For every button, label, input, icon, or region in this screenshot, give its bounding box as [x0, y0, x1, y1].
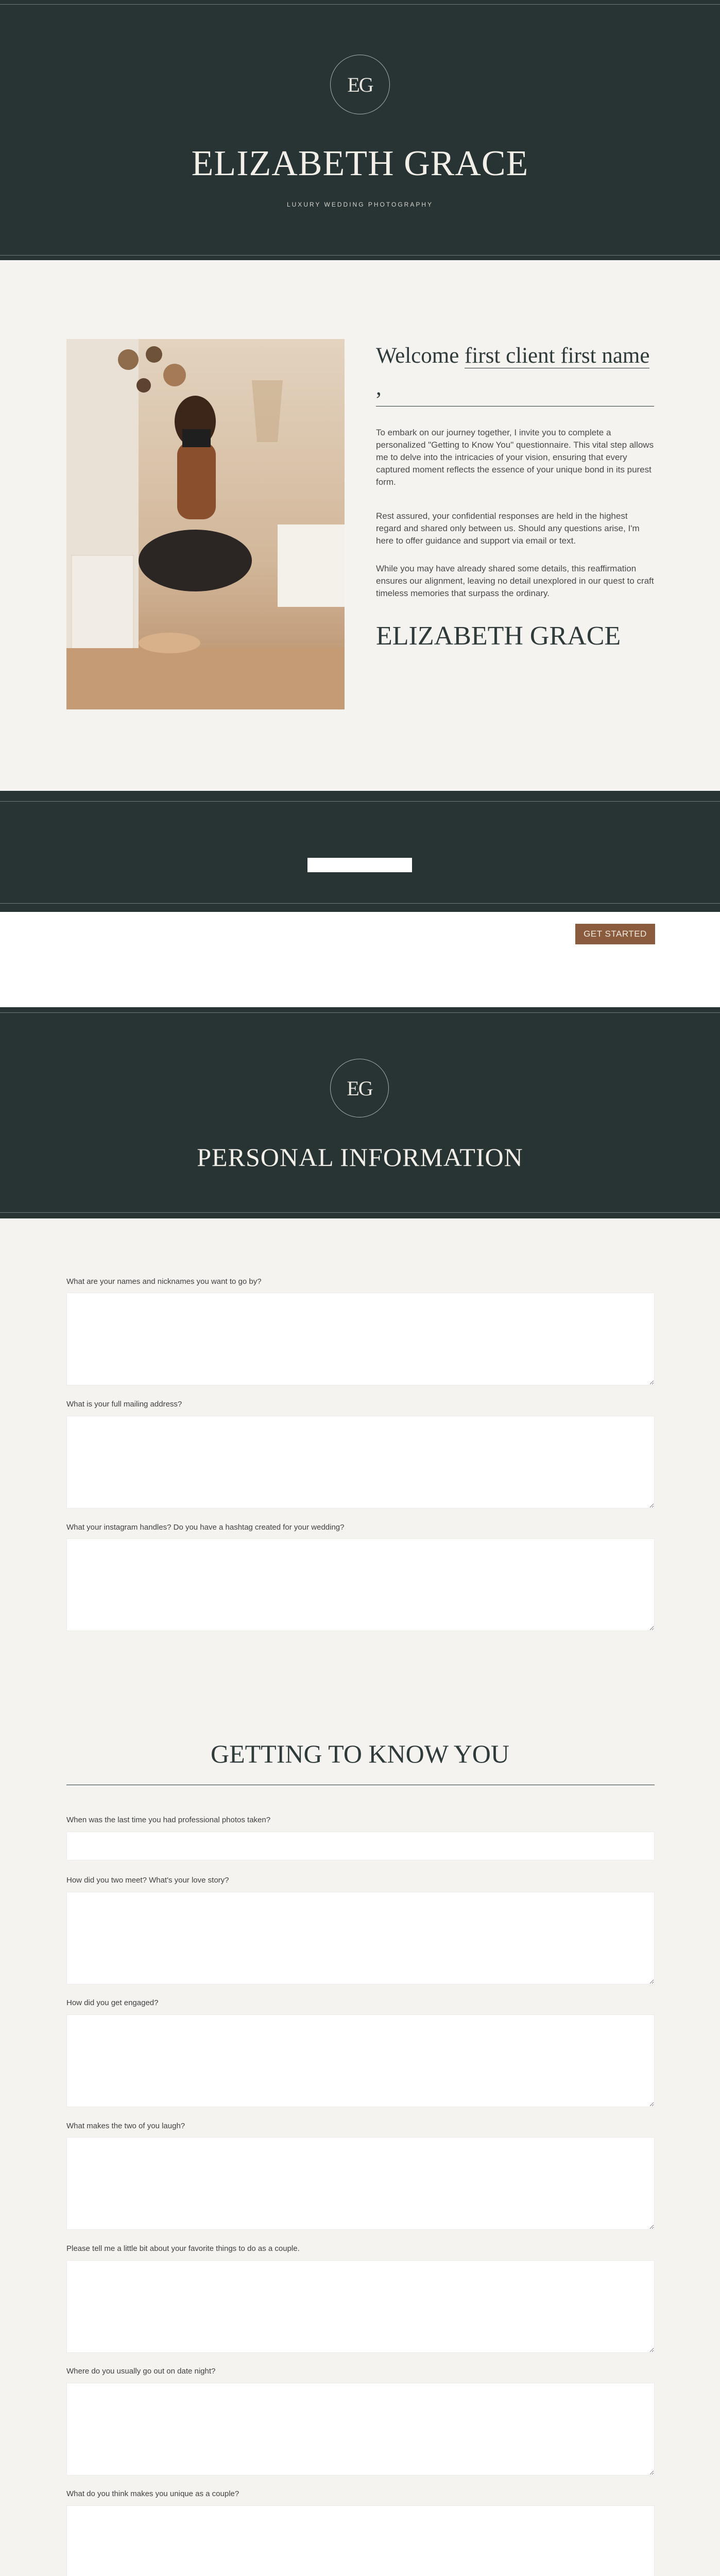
monogram-logo: EG — [330, 1059, 389, 1117]
question-label: What makes the two of you laugh? — [66, 2122, 185, 2130]
band-bottom-rule — [0, 903, 720, 904]
favorite-things-field[interactable] — [66, 2260, 655, 2353]
question-label: What are your names and nicknames you want to go by? — [66, 1277, 262, 1286]
welcome-paragraph: Rest assured, your confidential responses are held in the highest regard and shared only between us. Should any questions arise, I'm here to offer guidance and support via email or text. — [376, 511, 640, 546]
names-answer-field[interactable] — [66, 1293, 655, 1385]
section-title: PERSONAL INFORMATION — [197, 1143, 523, 1172]
site-header — [0, 0, 720, 260]
mailing-address-field[interactable] — [66, 1416, 655, 1509]
intro-band — [0, 791, 720, 912]
welcome-section — [0, 260, 720, 791]
love-story-field[interactable] — [66, 1892, 655, 1985]
question-label: What your instagram handles? Do you have a hashtag created for your wedding? — [66, 1523, 345, 1532]
pi-top-rule — [0, 1012, 720, 1013]
date-night-field[interactable] — [66, 2383, 655, 2476]
pi-bottom-rule — [0, 1212, 720, 1213]
header-bottom-rule — [0, 255, 720, 256]
welcome-heading — [376, 340, 654, 404]
band-top-rule — [0, 801, 720, 802]
brand-subtitle: LUXURY WEDDING PHOTOGRAPHY — [286, 201, 434, 208]
engagement-story-field[interactable] — [66, 2014, 655, 2107]
question-label: Please tell me a little bit about your favorite things to do as a couple. — [66, 2244, 300, 2253]
question-label: How did you get engaged? — [66, 1998, 159, 2007]
personal-info-header — [0, 1007, 720, 1218]
brand-title: ELIZABETH GRACE — [191, 144, 529, 183]
section-title: GETTING TO KNOW YOU — [210, 1739, 510, 1768]
client-name-merge-field: first client first name — [465, 344, 650, 368]
signature: ELIZABETH GRACE — [376, 621, 621, 651]
header-top-rule — [0, 4, 720, 5]
laugh-field[interactable] — [66, 2137, 655, 2230]
question-label: How did you two meet? What's your love story? — [66, 1876, 229, 1885]
welcome-heading-prefix: Welcome — [376, 344, 459, 368]
question-label: What do you think makes you unique as a couple? — [66, 2489, 239, 2498]
unique-couple-field[interactable] — [66, 2505, 655, 2576]
get-started-button[interactable]: GET STARTED — [575, 924, 655, 944]
band-placeholder-bar — [307, 858, 412, 872]
question-label: What is your full mailing address? — [66, 1400, 182, 1409]
question-label: Where do you usually go out on date night? — [66, 2367, 216, 2376]
welcome-paragraph: While you may have already shared some details, this reaffirmation ensures our alignment, leaving no detail unexplored in our quest to craft timeless memories that surpass the ordinary. — [376, 564, 654, 598]
welcome-paragraph: To embark on our journey together, I invite you to complete a personalized "Getting to Know You" questionnaire. This vital step allows me to delve into the intricacies of your vision, ensuring that every captured moment reflects the essence of your unique bond in its purest form. — [376, 428, 654, 487]
photographer-portrait-image — [66, 339, 345, 709]
welcome-heading-suffix: , — [376, 376, 382, 400]
question-label: When was the last time you had professional photos taken? — [66, 1816, 271, 1824]
instagram-handles-field[interactable] — [66, 1538, 655, 1631]
monogram-logo: EG — [330, 55, 390, 114]
last-photos-field[interactable] — [66, 1832, 655, 1860]
